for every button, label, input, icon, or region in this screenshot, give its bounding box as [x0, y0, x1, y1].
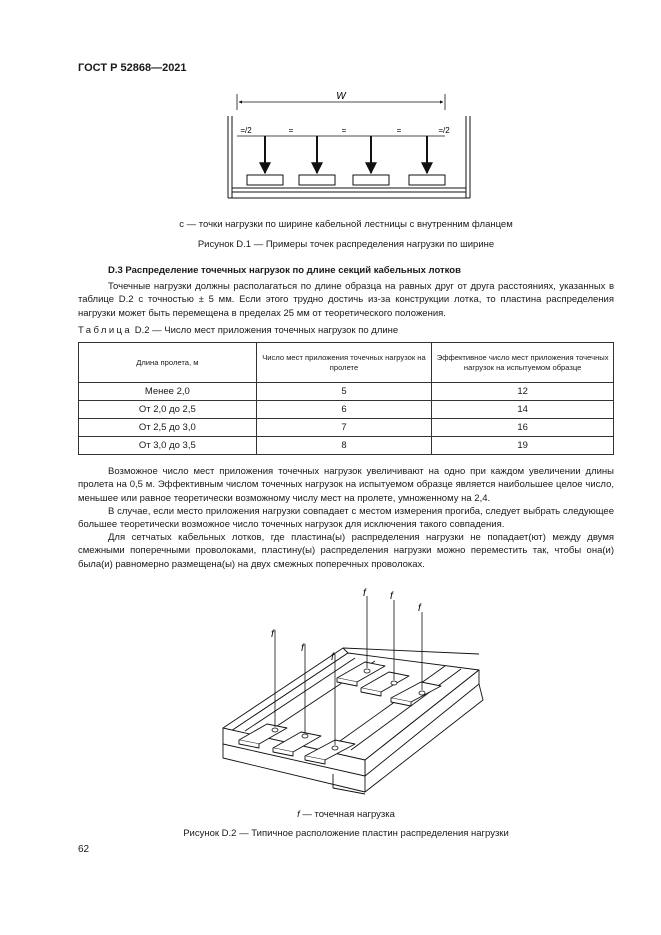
section-d3-title: D.3 Распределение точечных нагрузок по длине секций кабельных лотков: [108, 265, 461, 276]
legend-symbol: f: [297, 809, 300, 820]
force-label: f: [271, 629, 274, 640]
figure-d1-legend: c — точки нагрузки по ширине кабельной лестницы с внутренним фланцем: [179, 219, 513, 230]
figure-d2-diagram: [215, 582, 495, 802]
legend-text: — точечная нагрузка: [299, 809, 395, 820]
table-d2-caption: [78, 325, 398, 336]
table-caption-word: Таблица: [78, 325, 133, 336]
table-cell: Менее 2,0: [79, 383, 257, 401]
table-d2: [78, 342, 614, 455]
table-cell: От 2,5 до 3,0: [79, 419, 257, 437]
spacing-label: =: [288, 126, 294, 135]
column-header: Длина пролета, м: [79, 343, 257, 383]
table-cell: 16: [432, 419, 614, 437]
spacing-label: =/2: [438, 126, 450, 135]
paragraph: Возможное число мест приложения точечных нагрузок увеличивают на одно при каждом увеличении длины пролета на 0,5 м. Эффективным числом точечных нагрузок на испытуемом образце является наибольшее целое число, меньшее или равное теоретически возможному числу мест на пролете, умноженному на 2,4.: [78, 466, 614, 504]
table-row: [79, 419, 614, 437]
table-cell: 19: [432, 437, 614, 455]
paragraph: Для сетчатых кабельных лотков, где пластина(ы) распределения нагрузки не попадает(ют) между двумя смежными поперечными проволоками, пластину(ы) распределения нагрузки можно переместить так, чтобы она(и) была(и) равномерно размещена(ы) на двух смежных поперечных проволоках.: [78, 532, 614, 570]
table-header-row: [79, 343, 614, 383]
force-label: f: [418, 603, 421, 614]
force-label: f: [363, 588, 366, 599]
figure-d1-caption: Рисунок D.1 — Примеры точек распределения нагрузки по ширине: [197, 239, 495, 250]
figure-d2-caption: Рисунок D.2 — Типичное расположение пластин распределения нагрузки: [183, 828, 509, 839]
figure-d1-diagram: [200, 88, 480, 208]
figure-d2-legend: [78, 809, 614, 820]
table-row: [79, 383, 614, 401]
table-cell: 8: [256, 437, 432, 455]
section-d3-paragraph: Точечные нагрузки должны располагаться по длине образца на равных друг от друга расстояниях, указанных в таблице D.2 с точностью ± 5 мм. Если этого трудно достичь из-за конструкции лотка, то пластина распределения нагрузки может быть перемещена в пределах 25 мм от теоретического положения.: [78, 281, 614, 319]
table-cell: 12: [432, 383, 614, 401]
column-header: Эффективное число мест приложения точечных нагрузок на испытуемом образце: [432, 343, 614, 383]
spacing-label: =: [341, 126, 347, 135]
table-caption-text: D.2 — Число мест приложения точечных нагрузок по длине: [132, 325, 399, 336]
dimension-w-label: W: [336, 91, 346, 102]
table-row: [79, 437, 614, 455]
paragraph: В случае, если место приложения нагрузки совпадает с местом измерения прогиба, следует выбрать следующее большее теоретически возможное число точечных нагрузок для исключения такого совпадения.: [78, 506, 614, 531]
table-row: [79, 401, 614, 419]
table-cell: 6: [256, 401, 432, 419]
page-number: 62: [78, 844, 90, 855]
table-cell: 14: [432, 401, 614, 419]
table-cell: 5: [256, 383, 432, 401]
table-cell: От 2,0 до 2,5: [79, 401, 257, 419]
force-label: f: [331, 652, 334, 663]
column-header: Число мест приложения точечных нагрузок на пролете: [256, 343, 432, 383]
spacing-label: =: [396, 126, 402, 135]
table-cell: От 3,0 до 3,5: [79, 437, 257, 455]
force-label: f: [390, 591, 393, 602]
table-cell: 7: [256, 419, 432, 437]
force-label: f: [301, 643, 304, 654]
spacing-label: =/2: [240, 126, 252, 135]
document-header: ГОСТ Р 52868—2021: [78, 62, 187, 74]
